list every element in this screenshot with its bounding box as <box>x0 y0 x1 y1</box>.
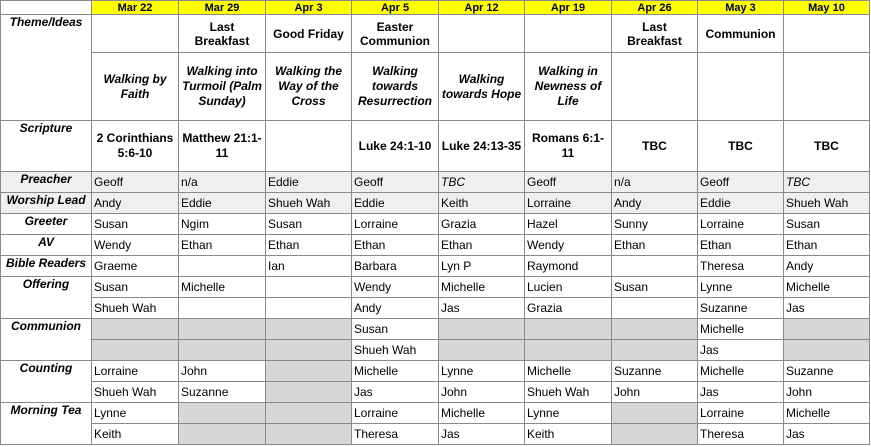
tea2-cell: Theresa <box>698 424 784 445</box>
tea1-cell: Lynne <box>92 403 179 424</box>
ideas-row <box>1 53 870 121</box>
bible-cell: Ian <box>266 256 352 277</box>
scripture-cell: TBC <box>698 121 784 172</box>
scripture-cell: TBC <box>784 121 870 172</box>
offering1-cell <box>266 277 352 298</box>
greeter-cell: Grazia <box>439 214 525 235</box>
offering2-row <box>1 298 870 319</box>
communion2-cell <box>266 340 352 361</box>
counting2-cell: John <box>439 382 525 403</box>
scripture-cell: Matthew 21:1-11 <box>179 121 266 172</box>
scripture-cell: Luke 24:13-35 <box>439 121 525 172</box>
tea2-cell: Keith <box>92 424 179 445</box>
row-label-communion: Communion <box>1 319 92 361</box>
tea2-cell <box>612 424 698 445</box>
offering2-cell: Grazia <box>525 298 612 319</box>
counting1-cell: Michelle <box>698 361 784 382</box>
row-label-bible: Bible Readers <box>1 256 92 277</box>
row-label-morning_tea: Morning Tea <box>1 403 92 445</box>
preacher-cell: n/a <box>612 172 698 193</box>
preacher-cell: TBC <box>784 172 870 193</box>
counting1-cell: Lorraine <box>92 361 179 382</box>
bible-cell: Graeme <box>92 256 179 277</box>
counting2-cell: John <box>784 382 870 403</box>
greeter-cell: Lorraine <box>698 214 784 235</box>
theme-row <box>1 15 870 53</box>
av-cell: Ethan <box>698 235 784 256</box>
offering1-cell: Susan <box>92 277 179 298</box>
offering2-cell: Jas <box>439 298 525 319</box>
roster-body <box>1 1 870 445</box>
offering1-cell: Michelle <box>439 277 525 298</box>
row-label-av: AV <box>1 235 92 256</box>
occasion-cell <box>439 15 525 53</box>
communion2-cell <box>439 340 525 361</box>
preacher-cell: Eddie <box>266 172 352 193</box>
bible-row <box>1 256 870 277</box>
date-header-cell: Apr 12 <box>439 1 525 15</box>
communion1-cell <box>784 319 870 340</box>
av-cell: Ethan <box>266 235 352 256</box>
occasion-cell <box>92 15 179 53</box>
date-header-cell: May 10 <box>784 1 870 15</box>
date-header-cell: Mar 22 <box>92 1 179 15</box>
date-header-cell: Mar 29 <box>179 1 266 15</box>
communion1-cell: Susan <box>352 319 439 340</box>
offering2-cell <box>266 298 352 319</box>
row-label-offering: Offering <box>1 277 92 319</box>
idea-cell <box>612 53 698 121</box>
greeter-cell: Susan <box>92 214 179 235</box>
tea1-row <box>1 403 870 424</box>
bible-cell: Raymond <box>525 256 612 277</box>
idea-cell: Walking towards Hope <box>439 53 525 121</box>
offering1-cell: Michelle <box>784 277 870 298</box>
preacher-row <box>1 172 870 193</box>
row-label-greeter: Greeter <box>1 214 92 235</box>
scripture-cell: Luke 24:1-10 <box>352 121 439 172</box>
counting2-cell: Suzanne <box>179 382 266 403</box>
date-header-cell: Apr 26 <box>612 1 698 15</box>
tea2-cell: Keith <box>525 424 612 445</box>
av-row <box>1 235 870 256</box>
counting1-cell: Suzanne <box>612 361 698 382</box>
preacher-cell: Geoff <box>352 172 439 193</box>
tea2-cell: Jas <box>784 424 870 445</box>
communion2-cell <box>92 340 179 361</box>
offering1-cell: Michelle <box>179 277 266 298</box>
communion1-cell: Michelle <box>698 319 784 340</box>
worship-cell: Keith <box>439 193 525 214</box>
greeter-cell: Ngim <box>179 214 266 235</box>
preacher-cell: Geoff <box>525 172 612 193</box>
row-label-theme: Theme/Ideas <box>1 15 92 121</box>
offering1-cell: Lucien <box>525 277 612 298</box>
row-label-worship: Worship Lead <box>1 193 92 214</box>
worship-cell: Andy <box>92 193 179 214</box>
tea1-cell: Lorraine <box>352 403 439 424</box>
worship-cell: Eddie <box>698 193 784 214</box>
counting1-cell: Suzanne <box>784 361 870 382</box>
bible-cell: Lyn P <box>439 256 525 277</box>
occasion-cell: Last Breakfast <box>612 15 698 53</box>
greeter-cell: Susan <box>266 214 352 235</box>
occasion-cell: Last Breakfast <box>179 15 266 53</box>
offering1-row <box>1 277 870 298</box>
greeter-cell: Hazel <box>525 214 612 235</box>
idea-cell: Walking the Way of the Cross <box>266 53 352 121</box>
tea2-cell <box>179 424 266 445</box>
worship-cell: Lorraine <box>525 193 612 214</box>
worship-cell: Eddie <box>352 193 439 214</box>
scripture-cell <box>266 121 352 172</box>
av-cell: Ethan <box>179 235 266 256</box>
communion1-row <box>1 319 870 340</box>
counting2-cell: John <box>612 382 698 403</box>
tea2-cell <box>266 424 352 445</box>
preacher-cell: TBC <box>439 172 525 193</box>
preacher-cell: Geoff <box>698 172 784 193</box>
communion2-cell <box>612 340 698 361</box>
worship-cell: Andy <box>612 193 698 214</box>
row-label-preacher: Preacher <box>1 172 92 193</box>
counting2-cell: Shueh Wah <box>525 382 612 403</box>
tea2-row <box>1 424 870 445</box>
occasion-cell: Good Friday <box>266 15 352 53</box>
worship-row <box>1 193 870 214</box>
tea1-cell: Michelle <box>784 403 870 424</box>
idea-cell: Walking in Newness of Life <box>525 53 612 121</box>
offering2-cell: Andy <box>352 298 439 319</box>
idea-cell: Walking by Faith <box>92 53 179 121</box>
bible-cell <box>179 256 266 277</box>
counting1-cell: John <box>179 361 266 382</box>
worship-cell: Eddie <box>179 193 266 214</box>
tea1-cell: Lynne <box>525 403 612 424</box>
tea1-cell <box>266 403 352 424</box>
counting2-cell: Jas <box>698 382 784 403</box>
counting2-row <box>1 382 870 403</box>
communion1-cell <box>179 319 266 340</box>
communion1-cell <box>439 319 525 340</box>
bible-cell <box>612 256 698 277</box>
av-cell: Wendy <box>92 235 179 256</box>
idea-cell: Walking towards Resurrection <box>352 53 439 121</box>
greeter-cell: Lorraine <box>352 214 439 235</box>
tea2-cell: Jas <box>439 424 525 445</box>
counting1-cell: Michelle <box>525 361 612 382</box>
row-label-scripture: Scripture <box>1 121 92 172</box>
date-header-cell: May 3 <box>698 1 784 15</box>
preacher-cell: n/a <box>179 172 266 193</box>
bible-cell: Theresa <box>698 256 784 277</box>
scripture-row <box>1 121 870 172</box>
row-label-counting: Counting <box>1 361 92 403</box>
scripture-cell: 2 Corinthians 5:6-10 <box>92 121 179 172</box>
offering1-cell: Susan <box>612 277 698 298</box>
communion1-cell <box>92 319 179 340</box>
idea-cell <box>698 53 784 121</box>
communion1-cell <box>525 319 612 340</box>
av-cell: Ethan <box>612 235 698 256</box>
worship-cell: Shueh Wah <box>784 193 870 214</box>
tea1-cell <box>612 403 698 424</box>
idea-cell <box>784 53 870 121</box>
av-cell: Ethan <box>784 235 870 256</box>
counting1-cell: Michelle <box>352 361 439 382</box>
date-header-cell: Apr 5 <box>352 1 439 15</box>
date-header-cell: Apr 19 <box>525 1 612 15</box>
occasion-cell <box>784 15 870 53</box>
communion1-cell <box>612 319 698 340</box>
occasion-cell: Easter Communion <box>352 15 439 53</box>
communion2-cell <box>784 340 870 361</box>
av-cell: Ethan <box>439 235 525 256</box>
greeter-cell: Sunny <box>612 214 698 235</box>
bible-cell: Andy <box>784 256 870 277</box>
tea1-cell: Lorraine <box>698 403 784 424</box>
occasion-cell: Communion <box>698 15 784 53</box>
preacher-cell: Geoff <box>92 172 179 193</box>
communion2-row <box>1 340 870 361</box>
offering1-cell: Lynne <box>698 277 784 298</box>
idea-cell: Walking into Turmoil (Palm Sunday) <box>179 53 266 121</box>
tea1-cell: Michelle <box>439 403 525 424</box>
header-corner <box>1 1 92 15</box>
offering2-cell <box>612 298 698 319</box>
offering2-cell: Suzanne <box>698 298 784 319</box>
counting2-cell: Shueh Wah <box>92 382 179 403</box>
av-cell: Ethan <box>352 235 439 256</box>
date-header-row <box>1 1 870 15</box>
tea1-cell <box>179 403 266 424</box>
offering1-cell: Wendy <box>352 277 439 298</box>
offering2-cell: Shueh Wah <box>92 298 179 319</box>
greeter-row <box>1 214 870 235</box>
counting1-cell <box>266 361 352 382</box>
counting2-cell <box>266 382 352 403</box>
communion2-cell <box>525 340 612 361</box>
communion2-cell: Jas <box>698 340 784 361</box>
worship-cell: Shueh Wah <box>266 193 352 214</box>
counting2-cell: Jas <box>352 382 439 403</box>
communion2-cell <box>179 340 266 361</box>
av-cell: Wendy <box>525 235 612 256</box>
communion1-cell <box>266 319 352 340</box>
occasion-cell <box>525 15 612 53</box>
scripture-cell: TBC <box>612 121 698 172</box>
date-header-cell: Apr 3 <box>266 1 352 15</box>
communion2-cell: Shueh Wah <box>352 340 439 361</box>
counting1-row <box>1 361 870 382</box>
scripture-cell: Romans 6:1-11 <box>525 121 612 172</box>
tea2-cell: Theresa <box>352 424 439 445</box>
bible-cell: Barbara <box>352 256 439 277</box>
greeter-cell: Susan <box>784 214 870 235</box>
offering2-cell <box>179 298 266 319</box>
counting1-cell: Lynne <box>439 361 525 382</box>
offering2-cell: Jas <box>784 298 870 319</box>
